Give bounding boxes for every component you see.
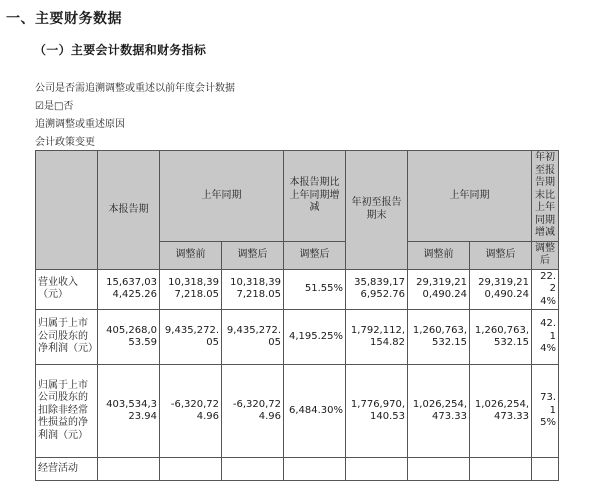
cell-empty — [222, 458, 284, 481]
cell-ytd: 1,792,112,154.82 — [346, 310, 408, 365]
subsection-title: （一）主要会计数据和财务指标 — [34, 43, 207, 57]
cell-ytd-prev-after: 1,260,763,532.15 — [470, 310, 532, 365]
row-label: 营业收入（元） — [36, 269, 98, 310]
cell-ytd-change: 42.14% — [532, 310, 559, 365]
cell-empty — [160, 458, 222, 481]
cell-prev-after: -6,320,724.96 — [222, 365, 284, 458]
header-after-adj-2: 调整后 — [284, 241, 346, 269]
header-prev-period-2: 上年同期 — [408, 151, 532, 242]
cell-prev-before: 9,435,272.05 — [160, 310, 222, 365]
cell-ytd-prev-after: 29,319,210,490.24 — [470, 269, 532, 310]
cell-ytd-prev-before: 1,260,763,532.15 — [408, 310, 470, 365]
header-blank — [36, 151, 98, 270]
cell-ytd: 35,839,176,952.76 — [346, 269, 408, 310]
header-ytd-change: 年初至报告期末比上年同期增减 — [532, 151, 559, 242]
cell-prev-after: 9,435,272.05 — [222, 310, 284, 365]
cell-empty — [346, 458, 408, 481]
cell-prev-before: 10,318,397,218.05 — [160, 269, 222, 310]
table-row — [36, 269, 559, 310]
cell-ytd-change: 73.15% — [532, 365, 559, 458]
header-current-period: 本报告期 — [98, 151, 160, 270]
row-label: 经营活动 — [36, 458, 98, 481]
financial-data-table — [35, 150, 559, 481]
cell-empty — [98, 458, 160, 481]
cell-current: 403,534,323.94 — [98, 365, 160, 458]
table-row — [36, 365, 559, 458]
answer-no-unchecked: □否 — [53, 101, 74, 112]
row-label: 归属于上市公司股东的扣除非经常性损益的净利润（元） — [36, 365, 98, 458]
policy-change: 会计政策变更 — [35, 137, 95, 148]
header-prev-period-1: 上年同期 — [160, 151, 284, 242]
restatement-reason: 追溯调整或重述原因 — [35, 119, 125, 130]
answer-yes-checked: ☑是 — [35, 101, 54, 112]
header-change: 本报告期比上年同期增减 — [284, 151, 346, 242]
cell-prev-before: -6,320,724.96 — [160, 365, 222, 458]
cell-current: 405,268,053.59 — [98, 310, 160, 365]
restatement-answer — [35, 97, 73, 112]
header-before-adj-1: 调整前 — [160, 241, 222, 269]
cell-change: 51.55% — [284, 269, 346, 310]
header-after-adj-4: 调整后 — [532, 241, 559, 269]
cell-ytd-prev-before: 29,319,210,490.24 — [408, 269, 470, 310]
cell-change: 4,195.25% — [284, 310, 346, 365]
cell-prev-after: 10,318,397,218.05 — [222, 269, 284, 310]
section-title: 一、主要财务数据 — [6, 11, 122, 27]
cell-empty — [284, 458, 346, 481]
header-before-adj-2: 调整前 — [408, 241, 470, 269]
cell-empty — [532, 458, 559, 481]
cell-ytd: 1,776,970,140.53 — [346, 365, 408, 458]
header-ytd: 年初至报告期末 — [346, 151, 408, 270]
header-row-1 — [36, 151, 559, 242]
cell-ytd-change: 22.24% — [532, 269, 559, 310]
header-after-adj-1: 调整后 — [222, 241, 284, 269]
cell-current: 15,637,034,425.26 — [98, 269, 160, 310]
table-row — [36, 310, 559, 365]
restatement-question: 公司是否需追溯调整或重述以前年度会计数据 — [35, 83, 235, 94]
cell-change: 6,484.30% — [284, 365, 346, 458]
row-label: 归属于上市公司股东的净利润（元） — [36, 310, 98, 365]
cell-ytd-prev-before: 1,026,254,473.33 — [408, 365, 470, 458]
table-row — [36, 458, 559, 481]
cell-empty — [470, 458, 532, 481]
header-after-adj-3: 调整后 — [470, 241, 532, 269]
cell-ytd-prev-after: 1,026,254,473.33 — [470, 365, 532, 458]
cell-empty — [408, 458, 470, 481]
